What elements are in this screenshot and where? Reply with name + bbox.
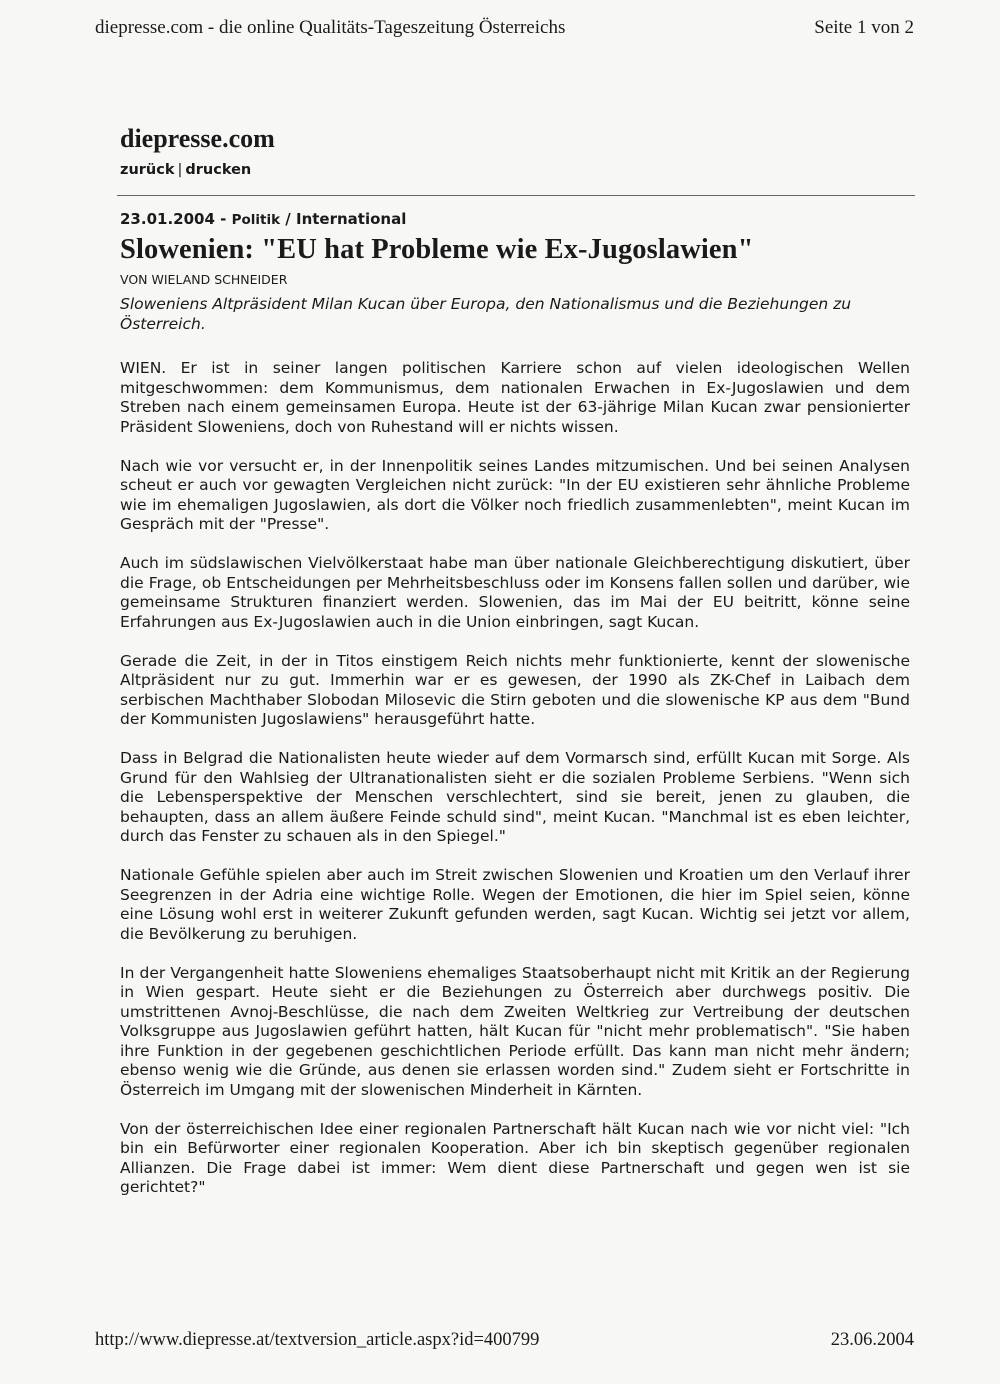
print-footer-date: 23.06.2004 xyxy=(830,1330,914,1350)
print-link[interactable]: drucken xyxy=(185,162,252,178)
nav-separator: | xyxy=(177,162,183,178)
article-paragraph: Nach wie vor versucht er, in der Innenpolitik seines Landes mitzumischen. Und bei seinen Analysen scheut er auch vor gewagten Vergleichen nicht zurück: "In der EU existieren sehr ähnliche Probleme wie im ehemaligen Jugoslawien, als dort die Völker noch friedlich zusammenlebten", meint Kucan im Gespräch mit der "Presse". xyxy=(120,456,910,533)
article-paragraph: Nationale Gefühle spielen aber auch im Streit zwischen Slowenien und Kroatien um den Verlauf ihrer Seegrenzen in der Adria eine wichtige Rolle. Wegen der Emotionen, die hier im Spiel seien, könne eine Lösung wohl erst in weiterer Zukunft gefunden werden, sagt Kucan. Wichtig sei jetzt vor allem, die Bevölkerung zu beruhigen. xyxy=(120,866,910,943)
section-separator: / xyxy=(280,210,296,228)
article-nav xyxy=(120,162,251,178)
article-byline: VON WIELAND SCHNEIDER xyxy=(120,272,288,287)
article-title: Slowenien: "EU hat Probleme wie Ex-Jugoslawien" xyxy=(120,234,754,265)
article-paragraph: Gerade die Zeit, in der in Titos einstigem Reich nichts mehr funktionierte, kennt der slowenische Altpräsident nur zu gut. Immerhin war er es gewesen, der 1990 als ZK-Chef in Laibach dem serbischen Machthaber Slobodan Milosevic die Stirn geboten und die slowenische KP aus dem "Bund der Kommunisten Jugoslawiens" herausgeführt hatte. xyxy=(120,651,910,728)
article-lead: Sloweniens Altpräsident Milan Kucan über Europa, den Nationalismus und die Beziehungen zu Österreich. xyxy=(120,295,852,333)
article-date: 23.01.2004 xyxy=(120,210,215,228)
header-divider xyxy=(117,195,915,196)
print-footer-url: http://www.diepresse.at/textversion_article.aspx?id=400799 xyxy=(95,1330,540,1350)
print-header-title: diepresse.com - die online Qualitäts-Tageszeitung Österreichs xyxy=(95,17,566,38)
print-header-page-number: Seite 1 von 2 xyxy=(814,17,914,38)
article-section: Politik xyxy=(231,212,281,228)
article-paragraph: Von der österreichischen Idee einer regionalen Partnerschaft hält Kucan nach wie vor nicht viel: "Ich bin ein Befürworter einer regionalen Kooperation. Aber ich bin skeptisch gegenüber regionalen Allianzen. Die Frage dabei ist immer: Wem dient diese Partnerschaft und gegen wen ist sie gerichtet?" xyxy=(120,1119,910,1196)
meta-separator: - xyxy=(214,210,232,228)
article-paragraph: Auch im südslawischen Vielvölkerstaat habe man über nationale Gleichberechtigung diskutiert, über die Frage, ob Entscheidungen per Mehrheitsbeschluss oder im Konsens fallen sollen und darüber, wie gemeinsame Strukturen finanziert werden. Slowenien, das im Mai der EU beitritt, könne seine Erfahrungen aus Ex-Jugoslawien auch in die Union einbringen, sagt Kucan. xyxy=(120,554,910,631)
back-link[interactable]: zurück xyxy=(120,162,175,178)
site-logo-text: diepresse.com xyxy=(120,124,275,153)
article-paragraph: In der Vergangenheit hatte Sloweniens ehemaliges Staatsoberhaupt nicht mit Kritik an der Regierung in Wien gespart. Heute sieht er die Beziehungen zu Österreich aber durchwegs positiv. Die umstrittenen Avnoj-Beschlüsse, die nach dem Zweiten Weltkrieg zur Vertreibung der deutschen Volksgruppe aus Jugoslawien geführt hatten, hält Kucan für "nicht mehr problematisch". "Sie haben ihre Funktion in der gegebenen geschichtlichen Periode erfüllt. Das kann man nicht mehr ändern; ebenso wenig wie die Gründe, aus denen sie erlassen worden sind." Zudem sieht er Fortschritte in Österreich im Umgang mit der slowenischen Minderheit in Kärnten. xyxy=(120,963,910,1099)
article-body xyxy=(120,359,910,1217)
article-meta xyxy=(120,210,406,228)
article-paragraph: Dass in Belgrad die Nationalisten heute wieder auf dem Vormarsch sind, erfüllt Kucan mit Sorge. Als Grund für den Wahlsieg der Ultranationalisten sieht er die sozialen Probleme Serbiens. "Wenn sich die Lebensperspektive der Menschen verschlechtert, sind sie bereit, jenen zu glauben, die behaupten, dass an allem äußere Feinde schuld sind", meint Kucan. "Manchmal ist es eben leichter, durch das Fenster zu schauen als in den Spiegel." xyxy=(120,749,910,845)
article-paragraph: WIEN. Er ist in seiner langen politischen Karriere schon auf vielen ideologischen Wellen mitgeschwommen: dem Kommunismus, dem nationalen Erwachen in Ex-Jugoslawien und dem Streben nach einem gemeinsamen Europa. Heute ist der 63-jährige Milan Kucan zwar pensionierter Präsident Sloweniens, doch von Ruhestand will er nichts wissen. xyxy=(120,359,910,436)
article-subsection: International xyxy=(296,210,407,228)
